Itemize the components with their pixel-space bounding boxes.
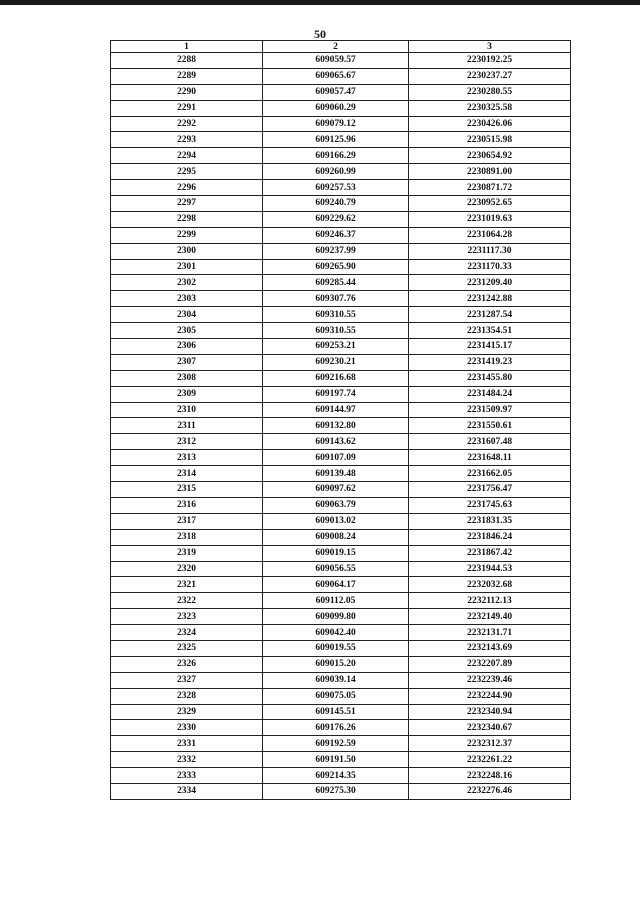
y-coordinate-cell: 2232276.46 xyxy=(409,783,571,799)
table-row xyxy=(111,418,571,434)
table-row xyxy=(111,768,571,784)
table-row xyxy=(111,672,571,688)
y-coordinate-cell: 2232312.37 xyxy=(409,736,571,752)
table-row xyxy=(111,482,571,498)
table-row xyxy=(111,53,571,69)
table-row xyxy=(111,513,571,529)
y-coordinate-cell: 2230871.72 xyxy=(409,180,571,196)
y-coordinate-cell: 2232112.13 xyxy=(409,593,571,609)
y-coordinate-cell: 2230654.92 xyxy=(409,148,571,164)
table-row xyxy=(111,545,571,561)
y-coordinate-cell: 2230325.58 xyxy=(409,100,571,116)
table-row xyxy=(111,148,571,164)
point-number-cell: 2320 xyxy=(111,561,263,577)
x-coordinate-cell: 609216.68 xyxy=(263,370,409,386)
x-coordinate-cell: 609260.99 xyxy=(263,164,409,180)
point-number-cell: 2305 xyxy=(111,323,263,339)
y-coordinate-cell: 2231019.63 xyxy=(409,211,571,227)
x-coordinate-cell: 609099.80 xyxy=(263,609,409,625)
table-row xyxy=(111,688,571,704)
y-coordinate-cell: 2230952.65 xyxy=(409,196,571,212)
x-coordinate-cell: 609019.55 xyxy=(263,640,409,656)
table-row xyxy=(111,736,571,752)
y-coordinate-cell: 2231117.30 xyxy=(409,243,571,259)
table-row xyxy=(111,402,571,418)
x-coordinate-cell: 609059.57 xyxy=(263,53,409,69)
y-coordinate-cell: 2231509.97 xyxy=(409,402,571,418)
table-row xyxy=(111,466,571,482)
point-number-cell: 2312 xyxy=(111,434,263,450)
y-coordinate-cell: 2231648.11 xyxy=(409,450,571,466)
y-coordinate-cell: 2230515.98 xyxy=(409,132,571,148)
table-row xyxy=(111,275,571,291)
page-number: 50 xyxy=(314,27,326,41)
point-number-cell: 2299 xyxy=(111,227,263,243)
x-coordinate-cell: 609214.35 xyxy=(263,768,409,784)
y-coordinate-cell: 2231662.05 xyxy=(409,466,571,482)
x-coordinate-cell: 609075.05 xyxy=(263,688,409,704)
x-coordinate-cell: 609275.30 xyxy=(263,783,409,799)
y-coordinate-cell: 2230280.55 xyxy=(409,84,571,100)
y-coordinate-cell: 2231944.53 xyxy=(409,561,571,577)
x-coordinate-cell: 609015.20 xyxy=(263,656,409,672)
point-number-cell: 2315 xyxy=(111,482,263,498)
x-coordinate-cell: 609176.26 xyxy=(263,720,409,736)
table-row xyxy=(111,704,571,720)
table-row xyxy=(111,164,571,180)
point-number-cell: 2301 xyxy=(111,259,263,275)
point-number-cell: 2313 xyxy=(111,450,263,466)
point-number-cell: 2332 xyxy=(111,752,263,768)
point-number-cell: 2333 xyxy=(111,768,263,784)
point-number-cell: 2297 xyxy=(111,196,263,212)
point-number-cell: 2311 xyxy=(111,418,263,434)
y-coordinate-cell: 2230426.06 xyxy=(409,116,571,132)
table-row xyxy=(111,370,571,386)
table-row xyxy=(111,291,571,307)
y-coordinate-cell: 2231287.54 xyxy=(409,307,571,323)
y-coordinate-cell: 2231242.88 xyxy=(409,291,571,307)
x-coordinate-cell: 609057.47 xyxy=(263,84,409,100)
y-coordinate-cell: 2232340.94 xyxy=(409,704,571,720)
point-number-cell: 2308 xyxy=(111,370,263,386)
point-number-cell: 2322 xyxy=(111,593,263,609)
column-header-3: 3 xyxy=(409,41,571,53)
point-number-cell: 2325 xyxy=(111,640,263,656)
scan-top-edge xyxy=(0,0,640,5)
x-coordinate-cell: 609246.37 xyxy=(263,227,409,243)
x-coordinate-cell: 609230.21 xyxy=(263,354,409,370)
point-number-cell: 2288 xyxy=(111,53,263,69)
point-number-cell: 2317 xyxy=(111,513,263,529)
table-row xyxy=(111,720,571,736)
table-row xyxy=(111,339,571,355)
x-coordinate-cell: 609144.97 xyxy=(263,402,409,418)
x-coordinate-cell: 609060.29 xyxy=(263,100,409,116)
point-number-cell: 2310 xyxy=(111,402,263,418)
point-number-cell: 2309 xyxy=(111,386,263,402)
y-coordinate-cell: 2230192.25 xyxy=(409,53,571,69)
y-coordinate-cell: 2232244.90 xyxy=(409,688,571,704)
y-coordinate-cell: 2231831.35 xyxy=(409,513,571,529)
x-coordinate-cell: 609191.50 xyxy=(263,752,409,768)
point-number-cell: 2334 xyxy=(111,783,263,799)
y-coordinate-cell: 2231419.23 xyxy=(409,354,571,370)
point-number-cell: 2291 xyxy=(111,100,263,116)
x-coordinate-cell: 609310.55 xyxy=(263,307,409,323)
table-row xyxy=(111,354,571,370)
point-number-cell: 2295 xyxy=(111,164,263,180)
table-row xyxy=(111,577,571,593)
x-coordinate-cell: 609042.40 xyxy=(263,625,409,641)
point-number-cell: 2290 xyxy=(111,84,263,100)
point-number-cell: 2300 xyxy=(111,243,263,259)
x-coordinate-cell: 609125.96 xyxy=(263,132,409,148)
table-row xyxy=(111,752,571,768)
point-number-cell: 2298 xyxy=(111,211,263,227)
coordinates-table xyxy=(110,40,571,800)
x-coordinate-cell: 609039.14 xyxy=(263,672,409,688)
x-coordinate-cell: 609064.17 xyxy=(263,577,409,593)
table-row xyxy=(111,497,571,513)
point-number-cell: 2319 xyxy=(111,545,263,561)
point-number-cell: 2303 xyxy=(111,291,263,307)
point-number-cell: 2327 xyxy=(111,672,263,688)
table-row xyxy=(111,259,571,275)
x-coordinate-cell: 609056.55 xyxy=(263,561,409,577)
point-number-cell: 2304 xyxy=(111,307,263,323)
table-row xyxy=(111,68,571,84)
x-coordinate-cell: 609257.53 xyxy=(263,180,409,196)
table-row xyxy=(111,656,571,672)
x-coordinate-cell: 609139.48 xyxy=(263,466,409,482)
table-header-row xyxy=(111,41,571,53)
point-number-cell: 2316 xyxy=(111,497,263,513)
table-body xyxy=(111,53,571,800)
table-row xyxy=(111,609,571,625)
y-coordinate-cell: 2230237.27 xyxy=(409,68,571,84)
y-coordinate-cell: 2231170.33 xyxy=(409,259,571,275)
y-coordinate-cell: 2231484.24 xyxy=(409,386,571,402)
x-coordinate-cell: 609019.15 xyxy=(263,545,409,561)
y-coordinate-cell: 2232239.46 xyxy=(409,672,571,688)
table-row xyxy=(111,593,571,609)
table-row xyxy=(111,196,571,212)
table-row xyxy=(111,227,571,243)
point-number-cell: 2296 xyxy=(111,180,263,196)
y-coordinate-cell: 2231209.40 xyxy=(409,275,571,291)
y-coordinate-cell: 2232207.89 xyxy=(409,656,571,672)
x-coordinate-cell: 609229.62 xyxy=(263,211,409,227)
point-number-cell: 2292 xyxy=(111,116,263,132)
x-coordinate-cell: 609192.59 xyxy=(263,736,409,752)
x-coordinate-cell: 609285.44 xyxy=(263,275,409,291)
y-coordinate-cell: 2231354.51 xyxy=(409,323,571,339)
x-coordinate-cell: 609145.51 xyxy=(263,704,409,720)
table-row xyxy=(111,625,571,641)
y-coordinate-cell: 2231867.42 xyxy=(409,545,571,561)
y-coordinate-cell: 2231846.24 xyxy=(409,529,571,545)
point-number-cell: 2331 xyxy=(111,736,263,752)
x-coordinate-cell: 609065.67 xyxy=(263,68,409,84)
x-coordinate-cell: 609307.76 xyxy=(263,291,409,307)
x-coordinate-cell: 609107.09 xyxy=(263,450,409,466)
x-coordinate-cell: 609166.29 xyxy=(263,148,409,164)
x-coordinate-cell: 609112.05 xyxy=(263,593,409,609)
table-row xyxy=(111,243,571,259)
x-coordinate-cell: 609310.55 xyxy=(263,323,409,339)
point-number-cell: 2293 xyxy=(111,132,263,148)
table-row xyxy=(111,323,571,339)
point-number-cell: 2289 xyxy=(111,68,263,84)
x-coordinate-cell: 609253.21 xyxy=(263,339,409,355)
table-row xyxy=(111,434,571,450)
y-coordinate-cell: 2232340.67 xyxy=(409,720,571,736)
table-row xyxy=(111,132,571,148)
x-coordinate-cell: 609013.02 xyxy=(263,513,409,529)
y-coordinate-cell: 2231455.80 xyxy=(409,370,571,386)
x-coordinate-cell: 609265.90 xyxy=(263,259,409,275)
point-number-cell: 2314 xyxy=(111,466,263,482)
y-coordinate-cell: 2231756.47 xyxy=(409,482,571,498)
table-row xyxy=(111,211,571,227)
point-number-cell: 2318 xyxy=(111,529,263,545)
table-row xyxy=(111,100,571,116)
point-number-cell: 2328 xyxy=(111,688,263,704)
x-coordinate-cell: 609097.62 xyxy=(263,482,409,498)
table-row xyxy=(111,180,571,196)
table-row xyxy=(111,561,571,577)
point-number-cell: 2307 xyxy=(111,354,263,370)
y-coordinate-cell: 2230891.00 xyxy=(409,164,571,180)
x-coordinate-cell: 609237.99 xyxy=(263,243,409,259)
table-row xyxy=(111,84,571,100)
table-row xyxy=(111,307,571,323)
y-coordinate-cell: 2231064.28 xyxy=(409,227,571,243)
point-number-cell: 2326 xyxy=(111,656,263,672)
column-header-2: 2 xyxy=(263,41,409,53)
point-number-cell: 2324 xyxy=(111,625,263,641)
point-number-cell: 2302 xyxy=(111,275,263,291)
y-coordinate-cell: 2231415.17 xyxy=(409,339,571,355)
point-number-cell: 2321 xyxy=(111,577,263,593)
point-number-cell: 2306 xyxy=(111,339,263,355)
column-header-1: 1 xyxy=(111,41,263,53)
table-row xyxy=(111,640,571,656)
x-coordinate-cell: 609008.24 xyxy=(263,529,409,545)
point-number-cell: 2294 xyxy=(111,148,263,164)
table-row xyxy=(111,783,571,799)
table-row xyxy=(111,116,571,132)
x-coordinate-cell: 609132.80 xyxy=(263,418,409,434)
point-number-cell: 2330 xyxy=(111,720,263,736)
x-coordinate-cell: 609197.74 xyxy=(263,386,409,402)
y-coordinate-cell: 2232248.16 xyxy=(409,768,571,784)
x-coordinate-cell: 609079.12 xyxy=(263,116,409,132)
y-coordinate-cell: 2232131.71 xyxy=(409,625,571,641)
x-coordinate-cell: 609063.79 xyxy=(263,497,409,513)
point-number-cell: 2329 xyxy=(111,704,263,720)
y-coordinate-cell: 2231607.48 xyxy=(409,434,571,450)
point-number-cell: 2323 xyxy=(111,609,263,625)
y-coordinate-cell: 2232143.69 xyxy=(409,640,571,656)
x-coordinate-cell: 609143.62 xyxy=(263,434,409,450)
y-coordinate-cell: 2232149.40 xyxy=(409,609,571,625)
table-row xyxy=(111,450,571,466)
table-row xyxy=(111,386,571,402)
y-coordinate-cell: 2232261.22 xyxy=(409,752,571,768)
x-coordinate-cell: 609240.79 xyxy=(263,196,409,212)
table-row xyxy=(111,529,571,545)
y-coordinate-cell: 2232032.68 xyxy=(409,577,571,593)
y-coordinate-cell: 2231745.63 xyxy=(409,497,571,513)
y-coordinate-cell: 2231550.61 xyxy=(409,418,571,434)
